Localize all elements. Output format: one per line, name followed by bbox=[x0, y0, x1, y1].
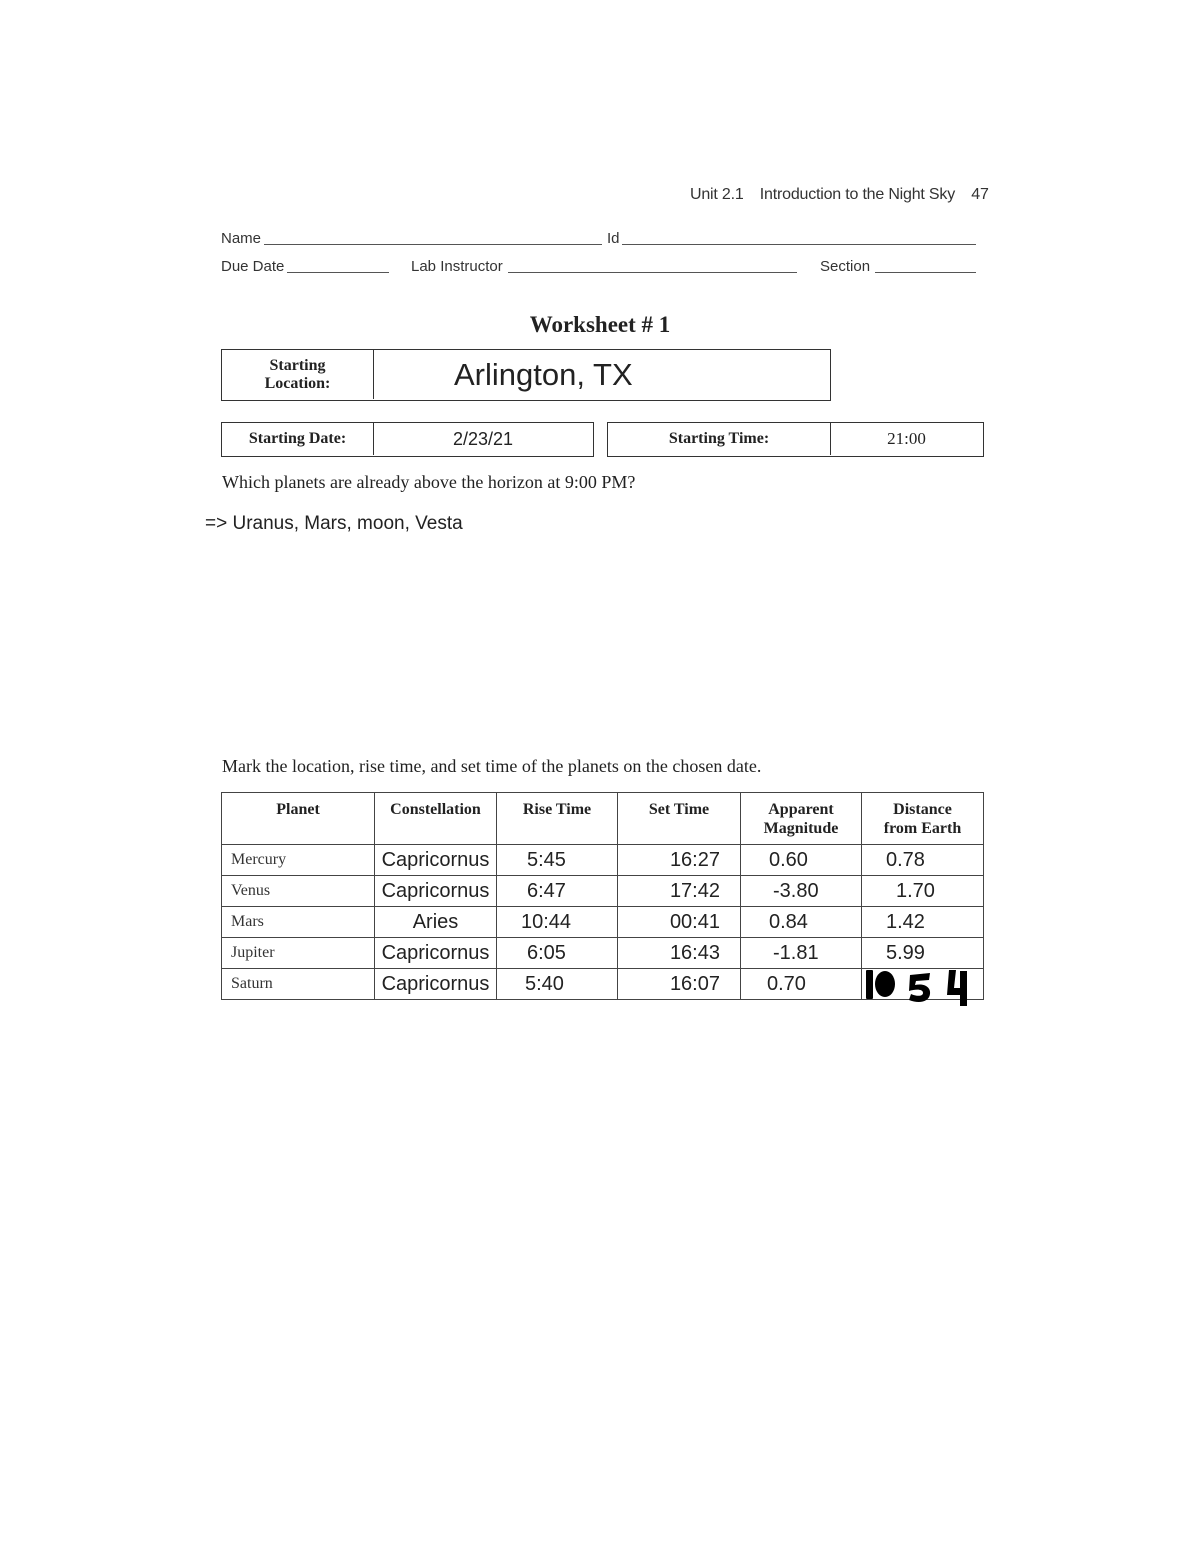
constellation-cell[interactable]: Capricornus bbox=[375, 845, 497, 876]
header-constellation: Constellation bbox=[375, 793, 497, 845]
rise-time-cell[interactable]: 10:44 bbox=[497, 907, 618, 938]
lab-instructor-field[interactable] bbox=[508, 272, 797, 273]
rise-time-cell[interactable]: 5:40 bbox=[497, 969, 618, 1000]
distance-cell[interactable]: 5.99 bbox=[862, 938, 984, 969]
set-time-cell[interactable]: 16:27 bbox=[618, 845, 741, 876]
set-time-cell[interactable]: 00:41 bbox=[618, 907, 741, 938]
handwritten-distance-scribble bbox=[864, 966, 976, 1008]
id-label: Id bbox=[607, 230, 620, 247]
magnitude-cell[interactable]: -3.80 bbox=[741, 876, 862, 907]
starting-time-label: Starting Time: bbox=[608, 423, 831, 455]
starting-date-label: Starting Date: bbox=[222, 423, 374, 455]
magnitude-cell[interactable]: 0.84 bbox=[741, 907, 862, 938]
header-apparent-magnitude: Apparent Magnitude bbox=[741, 793, 862, 845]
constellation-cell[interactable]: Capricornus bbox=[375, 876, 497, 907]
answer-text[interactable]: => Uranus, Mars, moon, Vesta bbox=[205, 513, 463, 534]
chapter-title: Introduction to the Night Sky bbox=[759, 186, 955, 203]
table-header-row bbox=[222, 793, 984, 845]
rise-time-cell[interactable]: 5:45 bbox=[497, 845, 618, 876]
header-rise-time: Rise Time bbox=[497, 793, 618, 845]
magnitude-cell[interactable]: -1.81 bbox=[741, 938, 862, 969]
name-label: Name bbox=[221, 230, 262, 247]
constellation-cell[interactable]: Capricornus bbox=[375, 969, 497, 1000]
planet-name: Saturn bbox=[222, 969, 375, 1000]
magnitude-cell[interactable]: 0.60 bbox=[741, 845, 862, 876]
header-planet: Planet bbox=[222, 793, 375, 845]
running-header bbox=[690, 186, 1001, 204]
unit-label: Unit 2.1 bbox=[690, 186, 744, 203]
set-time-cell[interactable]: 17:42 bbox=[618, 876, 741, 907]
question-text: Which planets are already above the horizon at 9:00 PM? bbox=[222, 472, 636, 492]
magnitude-cell[interactable]: 0.70 bbox=[741, 969, 862, 1000]
id-field[interactable] bbox=[622, 244, 976, 245]
rise-time-cell[interactable]: 6:47 bbox=[497, 876, 618, 907]
starting-location-box bbox=[221, 349, 831, 401]
planet-name: Mercury bbox=[222, 845, 375, 876]
header-distance-from-earth: Distance from Earth bbox=[862, 793, 984, 845]
starting-time-box bbox=[607, 422, 984, 457]
starting-location-label: Starting Location: bbox=[222, 350, 374, 399]
starting-date-box bbox=[221, 422, 594, 457]
distance-cell[interactable]: 0.78 bbox=[862, 845, 984, 876]
section-label: Section bbox=[820, 258, 871, 275]
section-field[interactable] bbox=[875, 272, 976, 273]
planet-name: Jupiter bbox=[222, 938, 375, 969]
table-row bbox=[222, 845, 984, 876]
header-set-time: Set Time bbox=[618, 793, 741, 845]
distance-cell[interactable]: 1.70 bbox=[862, 876, 984, 907]
starting-date-value[interactable]: 2/23/21 bbox=[452, 428, 514, 449]
table-row bbox=[222, 907, 984, 938]
rise-time-cell[interactable]: 6:05 bbox=[497, 938, 618, 969]
set-time-cell[interactable]: 16:43 bbox=[618, 938, 741, 969]
set-time-cell[interactable]: 16:07 bbox=[618, 969, 741, 1000]
name-field[interactable] bbox=[264, 244, 602, 245]
constellation-cell[interactable]: Capricornus bbox=[375, 938, 497, 969]
starting-location-value[interactable]: Arlington, TX bbox=[454, 356, 633, 392]
table-row bbox=[222, 876, 984, 907]
planet-name: Mars bbox=[222, 907, 375, 938]
due-date-label: Due Date bbox=[221, 258, 285, 275]
page-number: 47 bbox=[971, 186, 989, 203]
distance-cell[interactable]: 1.42 bbox=[862, 907, 984, 938]
lab-instructor-label: Lab Instructor bbox=[411, 258, 503, 275]
constellation-cell[interactable]: Aries bbox=[375, 907, 497, 938]
starting-time-value[interactable]: 21:00 bbox=[887, 429, 926, 448]
worksheet-title: Worksheet # 1 bbox=[529, 312, 671, 337]
planet-name: Venus bbox=[222, 876, 375, 907]
table-instruction: Mark the location, rise time, and set time of the planets on the chosen date. bbox=[222, 756, 762, 776]
due-date-field[interactable] bbox=[287, 272, 389, 273]
table-row bbox=[222, 938, 984, 969]
